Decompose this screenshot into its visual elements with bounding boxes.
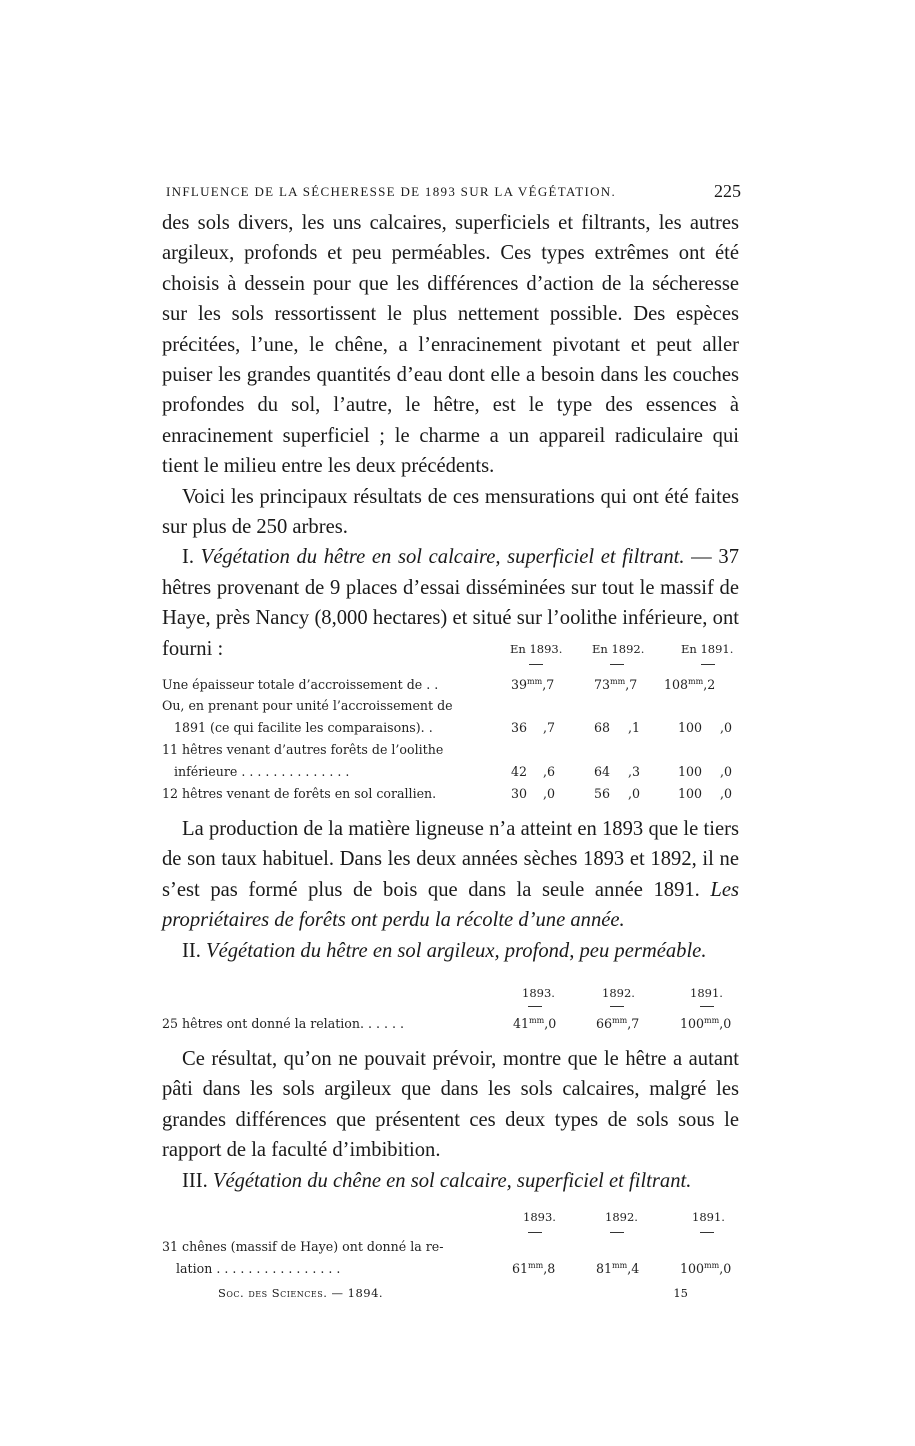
table-1-row-label: 12 hêtres venant de forêts en sol corallien. — [162, 786, 437, 801]
table-1-cell: ,6 — [543, 764, 556, 779]
table-1-cell: ,0 — [720, 720, 733, 735]
table-2-rule — [700, 1006, 714, 1007]
table-1-cell: 100 — [678, 786, 703, 801]
text-block-3 — [162, 1044, 739, 1196]
text-block-2 — [162, 814, 739, 966]
table-1-cell: ,0 — [720, 764, 733, 779]
table-3-cell: $100^{mm},0$ — [680, 1261, 732, 1276]
section-number-3: III. — [182, 1169, 208, 1192]
table-2-rule — [610, 1006, 624, 1007]
text-block-1 — [162, 208, 739, 664]
paragraph-4-text: La production de la matière ligneuse n’a atteint en 1893 que le tiers de son taux habituel. Dans les deux années sèches 1893 et 1892, il ne s’est pas formé plus de bois que dans la seule année 1891. — [162, 818, 739, 901]
section-title-1: Végétation du hêtre en sol calcaire, superficiel et filtrant. — [200, 546, 685, 569]
table-3-rule — [610, 1232, 624, 1233]
table-1-row-label: Ou, en prenant pour unité l’accroissement de — [162, 698, 453, 713]
paragraph-5 — [162, 936, 739, 966]
page-number: 225 — [714, 181, 741, 201]
table-3-row-label: 31 chênes (massif de Haye) ont donné la re- — [162, 1239, 444, 1254]
paragraph-2: Voici les principaux résultats de ces mensurations qui ont été faites sur plus de 250 arbres. — [162, 485, 739, 539]
sheet-number: 15 — [673, 1286, 688, 1300]
table-3 — [162, 1210, 739, 1280]
table-1-cell: 42 — [511, 764, 528, 779]
table-1-header-1891: En 1891. — [681, 642, 734, 656]
paragraph-7 — [162, 1166, 739, 1196]
page-footer — [218, 1286, 688, 1302]
table-3-header-1891: 1891. — [692, 1210, 725, 1224]
table-1-cell: $39^{mm},7$ — [511, 677, 555, 692]
section-title-2: Végétation du hêtre en sol argileux, profond, peu perméable. — [206, 939, 707, 962]
section-title-3: Végétation du chêne en sol calcaire, superficiel et filtrant. — [212, 1169, 692, 1192]
table-1-cell: 56 — [594, 786, 611, 801]
table-2 — [162, 986, 739, 1036]
table-1-row-label: 1891 (ce qui facilite les comparaisons). . — [174, 720, 433, 735]
table-2-header-1893: 1893. — [522, 986, 555, 1000]
paragraph-4-emphasis: Les propriétaires de forêts ont perdu la récolte d’une année. — [162, 878, 739, 932]
table-1-cell: ,1 — [628, 720, 641, 735]
table-1-rule — [610, 664, 624, 665]
running-head — [166, 181, 741, 205]
table-1-cell: $73^{mm},7$ — [594, 677, 638, 692]
table-1-cell: 100 — [678, 720, 703, 735]
running-title: INFLUENCE DE LA SÉCHERESSE DE 1893 SUR LA VÉGÉTATION. — [166, 184, 617, 199]
table-3-rule — [700, 1232, 714, 1233]
table-2-rule — [528, 1006, 542, 1007]
table-1-header-1893: En 1893. — [510, 642, 563, 656]
table-2-cell: $41^{mm},0$ — [513, 1016, 557, 1031]
printer-signature: Soc. des Sciences. — 1894. — [218, 1286, 384, 1300]
paragraph-6: Ce résultat, qu’on ne pouvait prévoir, montre que le hêtre a autant pâti dans les sols argileux que dans les sols calcaires, malgré les grandes différences que présentent ces deux types de sols sous le rapport de la faculté d’imbibition. — [162, 1048, 739, 1162]
table-1-row-label: inférieure . . . . . . . . . . . . . . — [174, 764, 350, 779]
table-1-cell: 36 — [511, 720, 528, 735]
table-1-cell: 100 — [678, 764, 703, 779]
table-2-header-1891: 1891. — [690, 986, 723, 1000]
table-2-header-1892: 1892. — [602, 986, 635, 1000]
table-1-cell: $108^{mm},2$ — [664, 677, 716, 692]
table-1-cell: ,7 — [543, 720, 556, 735]
table-3-rule — [528, 1232, 542, 1233]
paragraph-4 — [162, 814, 739, 936]
table-1-cell: ,0 — [628, 786, 641, 801]
table-1-cell: 64 — [594, 764, 611, 779]
table-2-row-label: 25 hêtres ont donné la relation. . . . . . — [162, 1016, 405, 1031]
table-3-header-1892: 1892. — [605, 1210, 638, 1224]
table-1-cell: ,0 — [720, 786, 733, 801]
table-1-header-1892: En 1892. — [592, 642, 645, 656]
section-number-2: II. — [182, 939, 201, 962]
table-3-row-label: lation . . . . . . . . . . . . . . . . — [176, 1261, 341, 1276]
table-1 — [162, 640, 739, 805]
paragraph-1: des sols divers, les uns calcaires, superficiels et filtrants, les autres argileux, profonds et peu perméables. Ces types extrêmes ont été choisis à dessein pour que les différences d’action de la sécheresse sur les sols ressortissent le plus nettement possible. Des espèces précitées, l’une, le chêne, a l’enracinement pivotant et peut aller puiser les grandes quantités d’eau dont elle a besoin dans les couches profondes du sol, l’autre, le hêtre, est le type des essences à enracinement superficiel ; le charme a un appareil radiculaire qui tient le milieu entre les deux précédents. — [162, 212, 739, 478]
table-3-cell: $81^{mm},4$ — [596, 1261, 640, 1276]
table-1-cell: ,3 — [628, 764, 641, 779]
table-1-cell: 68 — [594, 720, 611, 735]
table-1-cell: ,0 — [543, 786, 556, 801]
table-3-cell: $61^{mm},8$ — [512, 1261, 556, 1276]
table-1-row-label: Une épaisseur totale d’accroissement de . . — [162, 677, 439, 692]
table-1-rule — [701, 664, 715, 665]
paragraph-3-rest: — 37 hêtres provenant de 9 places d’essai disséminées sur tout le massif de Haye, près Nancy (8,000 hectares) et situé sur l’oolithe inférieure, ont fourni : — [162, 546, 739, 660]
table-2-cell: $100^{mm},0$ — [680, 1016, 732, 1031]
table-1-cell: 30 — [511, 786, 528, 801]
table-1-row-label: 11 hêtres venant d’autres forêts de l’oolithe — [162, 742, 444, 757]
section-number-1: I. — [182, 546, 195, 569]
table-3-header-1893: 1893. — [523, 1210, 556, 1224]
table-2-cell: $66^{mm},7$ — [596, 1016, 640, 1031]
table-1-rule — [529, 664, 543, 665]
